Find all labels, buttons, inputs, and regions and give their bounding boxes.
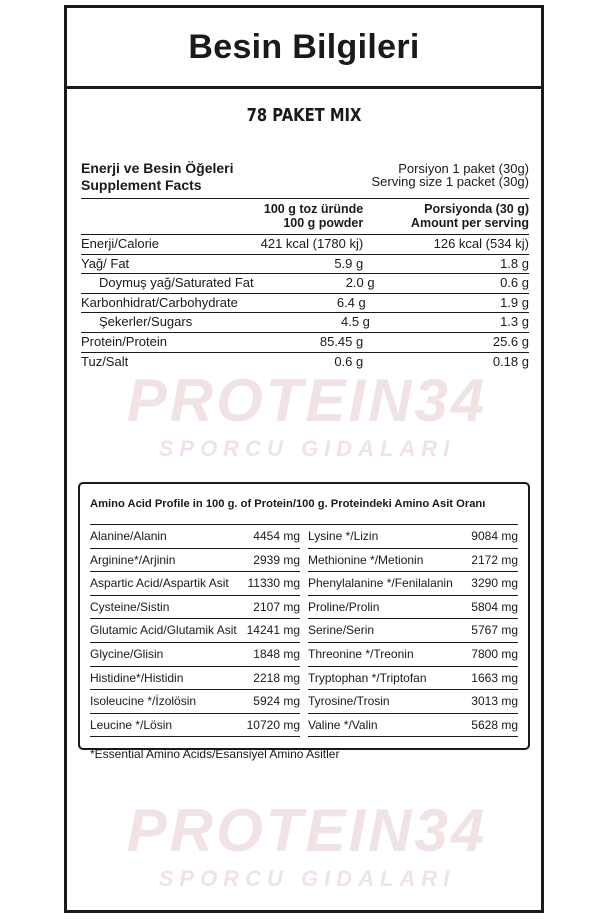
col2-header-tr: Porsiyonda (30 g)	[424, 202, 529, 216]
amino-value: 2107 mg	[253, 599, 300, 614]
serving-size-tr: Porsiyon 1 paket (30g)	[398, 161, 529, 176]
amino-acid-profile	[78, 482, 530, 762]
amino-value: 2939 mg	[253, 552, 300, 567]
amino-title: Amino Acid Profile in 100 g. of Protein/100 g. Proteindeki Amino Asit Oranı	[90, 498, 486, 510]
nutrient-serving: 1.9 g	[500, 294, 529, 310]
amino-name: Serine/Serin	[308, 623, 375, 638]
amino-column-left	[90, 525, 300, 737]
nutrient-row	[81, 273, 529, 293]
watermark-tagline: SPORCU GIDALARI	[158, 436, 456, 461]
amino-value: 3013 mg	[471, 694, 518, 709]
amino-name: Cysteine/Sistin	[90, 599, 170, 614]
page-title: Besin Bilgileri	[188, 27, 420, 66]
amino-column-right	[308, 525, 518, 737]
amino-name: Threonine */Treonin	[308, 646, 414, 661]
nutrient-name: Protein/Protein	[81, 333, 167, 349]
nutrient-per100: 5.9 g	[334, 255, 364, 271]
amino-name: Glycine/Glisin	[90, 646, 164, 661]
col2-header-en: Amount per serving	[410, 216, 529, 230]
amino-row	[90, 596, 300, 620]
nutrient-row	[81, 352, 529, 372]
nutrient-per100: 6.4 g	[336, 294, 366, 310]
amino-row	[308, 690, 518, 714]
amino-name: Phenylalanine */Fenilalanin	[308, 576, 453, 591]
amino-name: Valine */Valin	[308, 717, 378, 732]
header-title-tr: Enerji ve Besin Öğeleri	[81, 160, 234, 176]
col1-header-tr: 100 g toz üründe	[263, 202, 364, 216]
amino-row	[308, 525, 518, 549]
header-title-en: Supplement Facts	[81, 177, 202, 193]
amino-value: 4454 mg	[253, 529, 300, 543]
amino-row	[90, 572, 300, 596]
amino-row	[308, 596, 518, 620]
nutrient-name: Enerji/Calorie	[81, 236, 160, 251]
amino-value: 5804 mg	[471, 599, 518, 614]
nutrient-serving: 1.3 g	[500, 314, 529, 330]
amino-row	[90, 714, 300, 738]
nutrition-label	[64, 5, 544, 913]
amino-name: Tryptophan */Triptofan	[308, 670, 427, 685]
amino-value: 3290 mg	[471, 576, 518, 591]
amino-value: 2218 mg	[253, 670, 300, 685]
col1-header-en: 100 g powder	[283, 216, 364, 230]
amino-name: Isoleucine */İzolösin	[90, 694, 197, 709]
serving-size-en: Serving size 1 packet (30g)	[371, 174, 529, 189]
amino-value: 1663 mg	[471, 670, 518, 685]
amino-name: Alanine/Alanin	[90, 529, 167, 543]
product-name: 78 PAKET MIX	[246, 105, 362, 126]
watermark-tagline-bottom: SPORCU GIDALARI	[158, 866, 456, 891]
nutrient-row	[81, 254, 529, 274]
amino-row	[90, 549, 300, 573]
nutrient-name: Şekerler/Sugars	[99, 314, 193, 330]
amino-name: Lysine */Lizin	[308, 529, 379, 543]
amino-value: 10720 mg	[246, 717, 300, 732]
nutrient-name: Tuz/Salt	[81, 353, 129, 369]
nutrient-row	[81, 234, 529, 254]
amino-value: 11330 mg	[247, 576, 300, 591]
title-box	[67, 8, 541, 89]
nutrient-serving: 0.18 g	[492, 353, 529, 369]
amino-name: Proline/Prolin	[308, 599, 380, 614]
amino-value: 9084 mg	[471, 529, 518, 543]
amino-row	[308, 619, 518, 643]
amino-value: 5628 mg	[471, 717, 518, 732]
amino-footnote: *Essential Amino Acids/Esansiyel Amino Asitler	[90, 747, 340, 762]
amino-name: Tyrosine/Trosin	[308, 694, 390, 709]
nutrient-per100: 421 kcal (1780 kj)	[260, 236, 364, 251]
nutrient-row	[81, 332, 529, 352]
nutrient-per100: 85.45 g	[319, 333, 364, 349]
amino-value: 1848 mg	[253, 646, 300, 661]
nutrient-serving: 25.6 g	[492, 333, 529, 349]
amino-row	[90, 619, 300, 643]
nutrient-serving: 1.8 g	[500, 255, 529, 271]
amino-row	[308, 667, 518, 691]
amino-name: Histidine*/Histidin	[90, 670, 184, 685]
nutrient-name: Doymuş yağ/Saturated Fat	[99, 275, 254, 291]
amino-row	[308, 549, 518, 573]
nutrient-name: Yağ/ Fat	[81, 255, 130, 271]
amino-row	[90, 643, 300, 667]
amino-value: 2172 mg	[471, 552, 518, 567]
amino-name: Arginine*/Arjinin	[90, 552, 176, 567]
column-headers	[81, 199, 529, 234]
watermark-brand: PROTEIN34	[126, 367, 488, 434]
nutrient-per100: 4.5 g	[340, 314, 370, 330]
amino-value: 5924 mg	[253, 694, 300, 709]
nutrient-name: Karbonhidrat/Carbohydrate	[81, 294, 238, 310]
amino-row	[308, 643, 518, 667]
amino-name: Methionine */Metionin	[308, 552, 424, 567]
amino-row	[90, 525, 300, 549]
amino-name: Glutamic Acid/Glutamik Asit	[90, 623, 237, 638]
amino-row	[308, 572, 518, 596]
nutrient-per100: 2.0 g	[345, 275, 375, 291]
watermark-brand-bottom: PROTEIN34	[126, 797, 488, 864]
nutrient-serving: 0.6 g	[500, 275, 529, 291]
amino-value: 5767 mg	[471, 623, 518, 638]
amino-row	[308, 714, 518, 738]
nutrient-row	[81, 312, 529, 332]
nutrient-row	[81, 293, 529, 313]
amino-value: 14241 mg	[246, 623, 300, 638]
nutrient-per100: 0.6 g	[334, 353, 364, 369]
amino-name: Leucine */Lösin	[90, 717, 173, 732]
amino-name: Aspartic Acid/Aspartik Asit	[90, 576, 229, 591]
amino-row	[90, 690, 300, 714]
supplement-facts	[81, 160, 529, 371]
nutrient-serving: 126 kcal (534 kj)	[433, 236, 529, 251]
amino-value: 7800 mg	[471, 646, 518, 661]
amino-row	[90, 667, 300, 691]
facts-header	[81, 160, 529, 198]
